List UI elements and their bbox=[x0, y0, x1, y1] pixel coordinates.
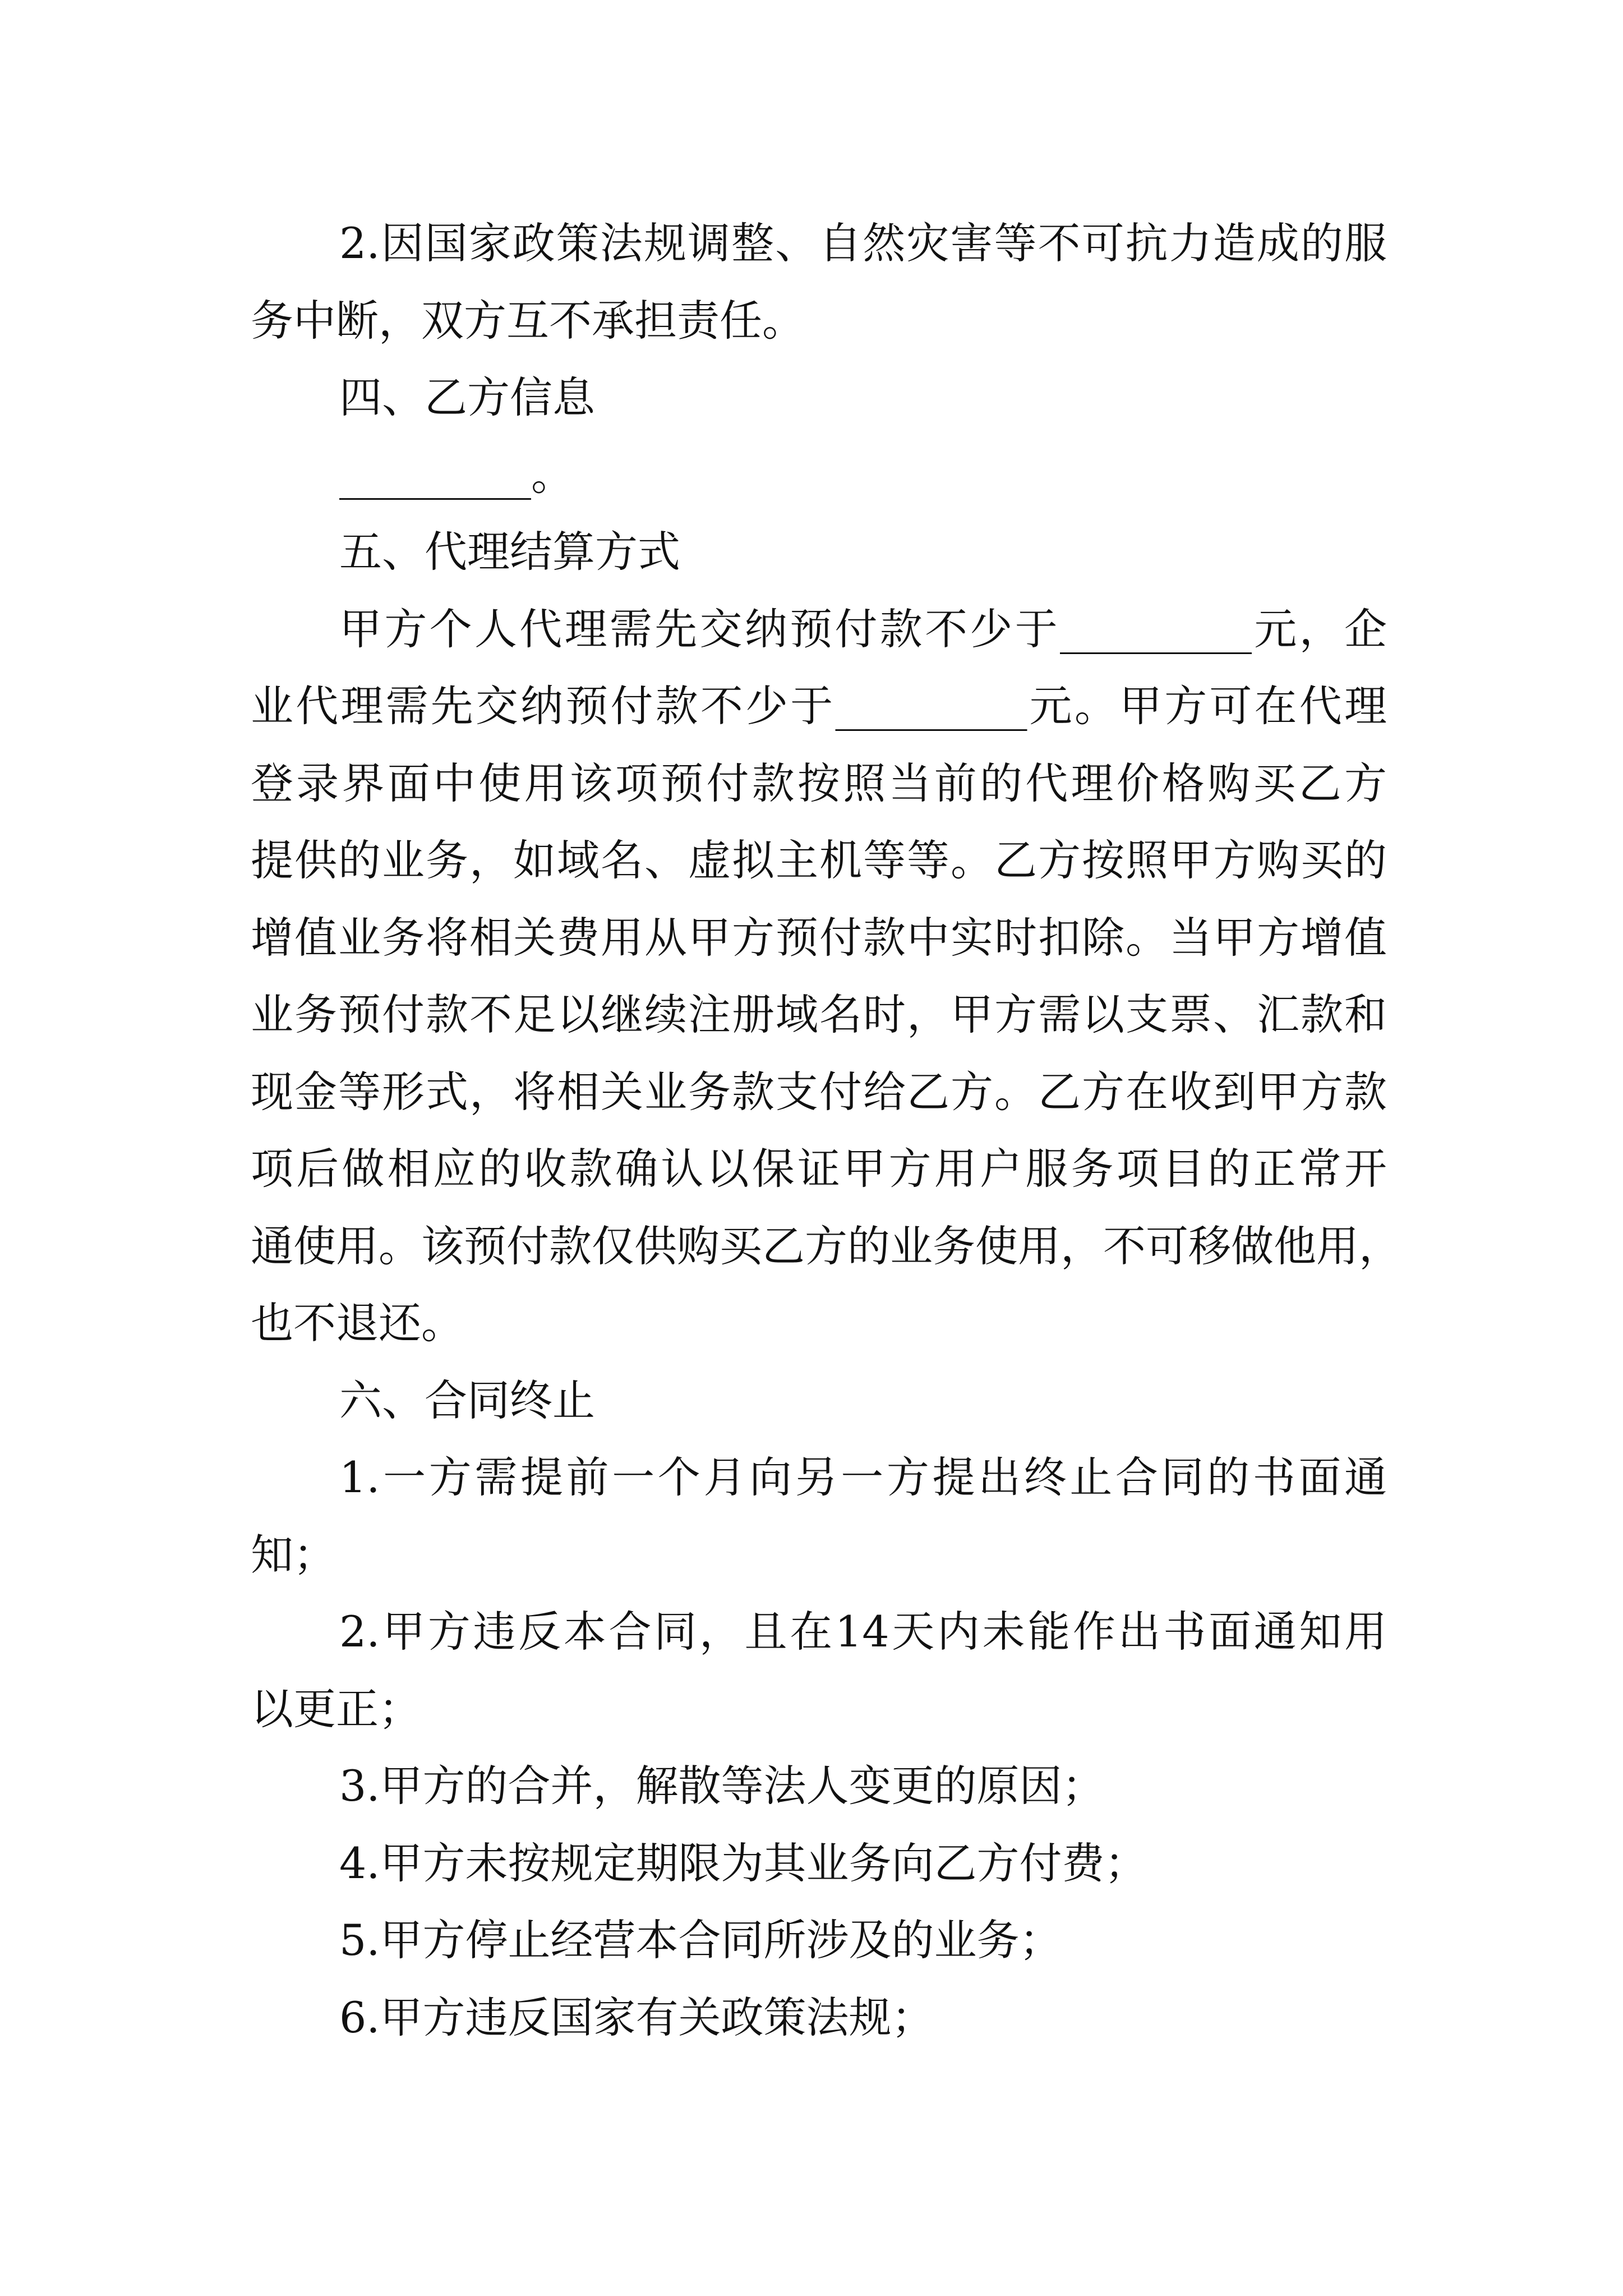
text-line: 4.甲方未按规定期限为其业务向乙方付费； bbox=[339, 1838, 1147, 1888]
blank-fill-line: _________。 bbox=[339, 449, 574, 500]
termination-item-6 bbox=[251, 1979, 1387, 2056]
section-4-party-b-info bbox=[251, 359, 1387, 513]
text-line: 提供的业务，如域名、虚拟主机等等。乙方按照甲方购买的 bbox=[251, 835, 1387, 885]
termination-item-4 bbox=[251, 1825, 1387, 1902]
termination-item-5 bbox=[251, 1902, 1387, 1979]
text-line: 务中断，双方互不承担责任。 bbox=[251, 295, 805, 346]
text-line: 以更正； bbox=[251, 1683, 421, 1734]
termination-item-2 bbox=[251, 1593, 1387, 1747]
document-body bbox=[251, 205, 1401, 2056]
text-line: 现金等形式，将相关业务款支付给乙方。乙方在收到甲方款 bbox=[251, 1066, 1387, 1117]
text-line: 增值业务将相关费用从甲方预付款中实时扣除。当甲方增值 bbox=[251, 912, 1387, 963]
text-line: 2.因国家政策法规调整、自然灾害等不可抗力造成的服 bbox=[339, 218, 1387, 268]
text-line: 2.甲方违反本合同，且在14天内未能作出书面通知用 bbox=[339, 1607, 1387, 1657]
termination-item-1 bbox=[251, 1439, 1387, 1593]
settlement-paragraph bbox=[251, 591, 1401, 1362]
section-6-termination bbox=[251, 1362, 1387, 2056]
clause-item-2-force-majeure bbox=[251, 205, 1387, 359]
section-heading: 四、乙方信息 bbox=[339, 372, 595, 422]
section-heading: 五、代理结算方式 bbox=[339, 527, 680, 577]
text-line: 业务预付款不足以继续注册域名时，甲方需以支票、汇款和 bbox=[251, 990, 1387, 1039]
text-line: 业代理需先交纳预付款不少于_________元。甲方可在代理 bbox=[251, 681, 1387, 731]
text-line: 登录界面中使用该项预付款按照当前的代理价格购买乙方 bbox=[251, 758, 1387, 808]
section-heading: 六、合同终止 bbox=[339, 1375, 595, 1425]
text-line: 5.甲方停止经营本合同所涉及的业务； bbox=[339, 1915, 1062, 1965]
text-line: 知； bbox=[251, 1529, 336, 1580]
text-line: 6.甲方违反国家有关政策法规； bbox=[339, 1992, 934, 2042]
text-line: 项后做相应的收款确认以保证甲方用户服务项目的正常开 bbox=[251, 1144, 1387, 1194]
text-line: 也不退还。 bbox=[251, 1298, 464, 1348]
section-5-settlement bbox=[251, 513, 1401, 1362]
termination-item-3 bbox=[251, 1747, 1387, 1825]
text-line: 3.甲方的合并，解散等法人变更的原因； bbox=[339, 1761, 1105, 1811]
text-line: 1.一方需提前一个月向另一方提出终止合同的书面通 bbox=[339, 1452, 1387, 1502]
text-line: 通使用。该预付款仅供购买乙方的业务使用，不可移做他用， bbox=[251, 1221, 1401, 1271]
text-line: 甲方个人代理需先交纳预付款不少于_________元，企 bbox=[339, 604, 1387, 654]
